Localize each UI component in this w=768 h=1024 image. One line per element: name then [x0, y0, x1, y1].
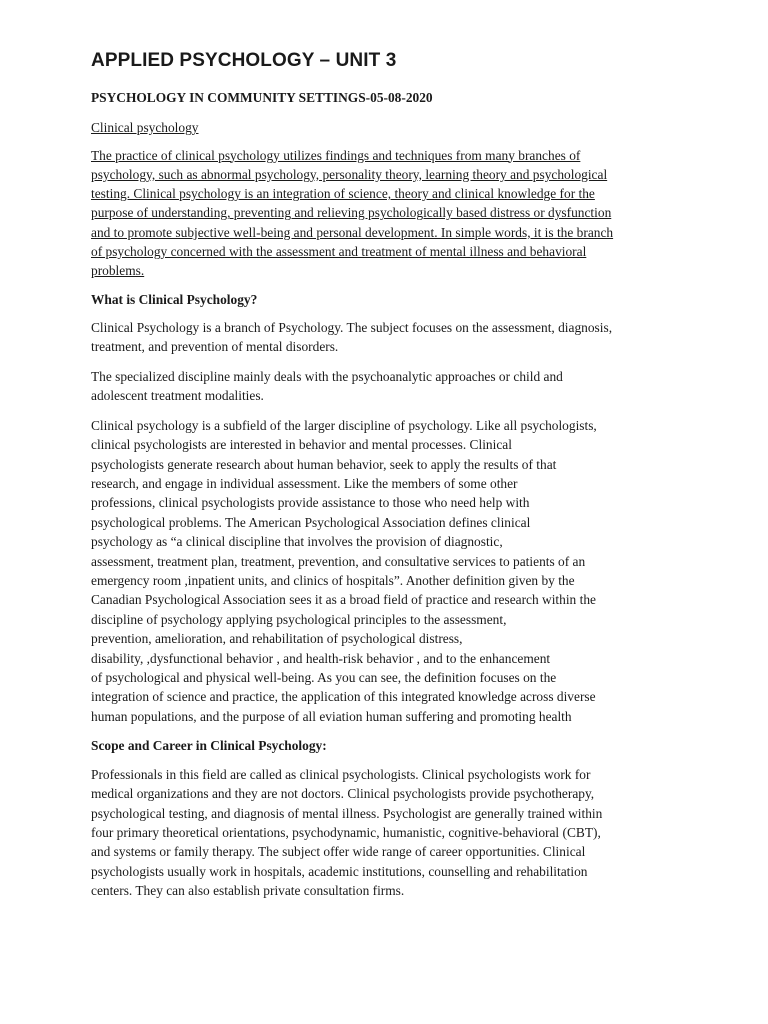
intro-paragraph [91, 146, 691, 281]
text-line: treatment, and prevention of mental disorders. [91, 339, 339, 355]
text-line: The practice of clinical psychology utilizes findings and techniques from many branches of [91, 147, 581, 163]
text-line: centers. They can also establish private consultation firms. [91, 883, 405, 899]
text-line: The specialized discipline mainly deals with the psychoanalytic approaches or child and [91, 368, 563, 384]
document-title: APPLIED PSYCHOLOGY – UNIT 3 [91, 50, 397, 71]
text-line: emergency room ,inpatient units, and clinics of hospitals”. Another definition given by the [91, 572, 575, 588]
text-line: adolescent treatment modalities. [91, 388, 264, 404]
text-line: integration of science and practice, the application of this integrated knowledge across diverse [91, 689, 596, 705]
text-line: research, and engage in individual assessment. Like the members of some other [91, 475, 518, 491]
heading-scope-and-career: Scope and Career in Clinical Psychology: [91, 738, 327, 754]
paragraph-scope [91, 765, 691, 901]
text-line: four primary theoretical orientations, psychodynamic, humanistic, cognitive-behavioral (CBT), [91, 824, 601, 840]
paragraph-subfield [91, 416, 691, 727]
text-line: testing. Clinical psychology is an integration of science, theory and clinical knowledge for the [91, 186, 595, 202]
text-line: psychology, such as abnormal psychology, personality theory, learning theory and psychological [91, 166, 608, 182]
text-line: and systems or family therapy. The subject offer wide range of career opportunities. Clinical [91, 844, 586, 860]
document-page [91, 48, 691, 911]
text-line: psychological problems. The American Psychological Association defines clinical [91, 514, 531, 530]
text-line: Professionals in this field are called as clinical psychologists. Clinical psychologists work for [91, 766, 591, 782]
text-line: psychology as “a clinical discipline that involves the provision of diagnostic, [91, 534, 503, 550]
text-line: human populations, and the purpose of all eviation human suffering and promoting health [91, 708, 572, 724]
text-line: psychologists usually work in hospitals, academic institutions, counselling and rehabilitation [91, 863, 588, 879]
text-line: professions, clinical psychologists provide assistance to those who need help with [91, 495, 530, 511]
text-line: psychological testing, and diagnosis of mental illness. Psychologist are generally trained within [91, 805, 603, 821]
text-line: medical organizations and they are not doctors. Clinical psychologists provide psychotherapy, [91, 786, 595, 802]
section-label: Clinical psychology [91, 120, 199, 135]
text-line: problems. [91, 263, 145, 279]
text-line: and to promote subjective well-being and personal development. In simple words, it is the branch [91, 224, 614, 240]
text-line: of psychological and physical well-being. As you can see, the definition focuses on the [91, 669, 557, 685]
document-subtitle: PSYCHOLOGY IN COMMUNITY SETTINGS-05-08-2020 [91, 90, 433, 105]
text-line: prevention, amelioration, and rehabilitation of psychological distress, [91, 631, 463, 647]
text-line: clinical psychologists are interested in behavior and mental processes. Clinical [91, 437, 512, 453]
text-line: psychologists generate research about human behavior, seek to apply the results of that [91, 456, 557, 472]
paragraph-specialized-discipline [91, 367, 691, 406]
paragraph-definition [91, 318, 691, 357]
heading-what-is-clinical-psychology: What is Clinical Psychology? [91, 291, 258, 307]
text-line: assessment, treatment plan, treatment, prevention, and consultative services to patients of an [91, 553, 586, 569]
text-line: Clinical Psychology is a branch of Psychology. The subject focuses on the assessment, diagnosis, [91, 320, 613, 336]
text-line: discipline of psychology applying psychological principles to the assessment, [91, 611, 507, 627]
text-line: disability, ,dysfunctional behavior , and health-risk behavior , and to the enhancement [91, 650, 551, 666]
text-line: of psychology concerned with the assessment and treatment of mental illness and behavioral [91, 243, 587, 259]
text-line: purpose of understanding, preventing and relieving psychologically based distress or dysfunction [91, 205, 612, 221]
text-line: Canadian Psychological Association sees it as a broad field of practice and research within the [91, 592, 596, 608]
text-line: Clinical psychology is a subfield of the larger discipline of psychology. Like all psychologists, [91, 417, 597, 433]
